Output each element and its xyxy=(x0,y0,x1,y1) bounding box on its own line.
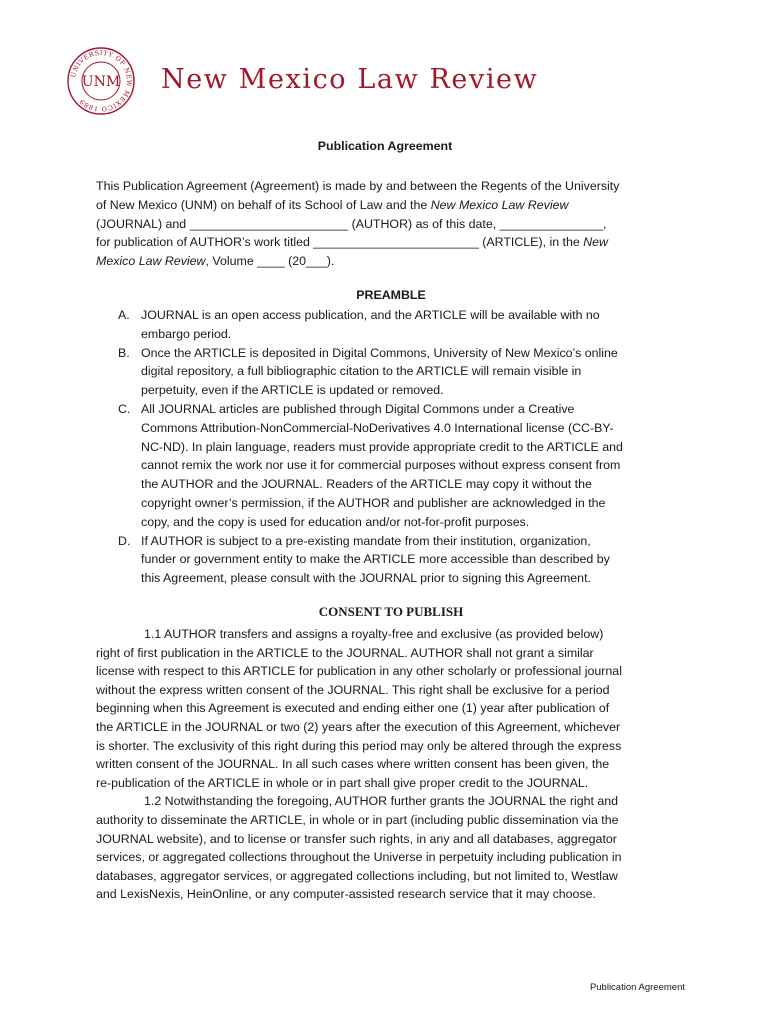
consent-line: without the express written consent of the JOURNAL. This right shall be exclusive for a period xyxy=(96,682,610,697)
consent-line: license with respect to this ARTICLE for publication in any other scholarly or professional journal xyxy=(96,664,622,679)
consent-line: the ARTICLE in the JOURNAL or two (2) years after the execution of this Agreement, whichever xyxy=(96,719,621,734)
preamble-item-line: Once the ARTICLE is deposited in Digital Commons, University of New Mexico’s online xyxy=(141,345,618,360)
consent-line: re-publication of the ARTICLE in whole or in part shall give proper credit to the JOURNAL. xyxy=(96,775,589,790)
preamble-item-line: the AUTHOR and the JOURNAL. Readers of the ARTICLE may copy it without the xyxy=(141,477,592,492)
consent-line: services, or aggregated collections throughout the Universe in perpetuity including publication in xyxy=(96,850,622,865)
consent-body xyxy=(96,625,696,904)
preamble-item xyxy=(96,344,696,400)
preamble-item-line: JOURNAL is an open access publication, and the ARTICLE will be available with no xyxy=(141,308,600,322)
consent-line: authority to disseminate the ARTICLE, in whole or in part (including public dissemination via the xyxy=(96,812,619,827)
intro-line: (JOURNAL) and _______________________ (AUTHOR) as of this date, _______________, xyxy=(96,216,607,231)
preamble-item-line: NC-ND). In plain language, readers must provide appropriate credit to the ARTICLE and xyxy=(141,439,623,454)
consent-line: and LexisNexis, HeinOnline, or any computer-assisted research service that it may choose. xyxy=(96,887,596,902)
consent-line: 1.1 AUTHOR transfers and assigns a royalty-free and exclusive (as provided below) xyxy=(144,627,604,641)
preamble-item-line: funder or government entity to make the ARTICLE more accessible than described by xyxy=(141,552,610,567)
preamble-item-line: digital repository, a full bibliographic citation to the ARTICLE will remain visible in xyxy=(141,364,582,379)
preamble-item-line: Commons Attribution-NonCommercial-NoDerivatives 4.0 International license (CC-BY- xyxy=(141,420,614,435)
intro-line: of New Mexico (UNM) on behalf of its School of Law and the New Mexico Law Review xyxy=(96,197,569,212)
intro-line: Mexico Law Review, Volume ____ (20___). xyxy=(96,254,335,269)
consent-line: beginning when this Agreement is executed and ending either one (1) year after publication of xyxy=(96,701,610,716)
preamble-item xyxy=(96,532,696,588)
journal-name-italic: Mexico Law Review xyxy=(96,254,206,269)
intro-line: This Publication Agreement (Agreement) is made by and between the Regents of the University xyxy=(96,179,620,193)
consent-heading: CONSENT TO PUBLISH xyxy=(318,604,464,619)
preamble-item xyxy=(96,400,696,532)
preamble-item-line: If AUTHOR is subject to a pre-existing mandate from their institution, organization, xyxy=(141,533,591,548)
consent-line: JOURNAL website), and to license or transfer such rights, in any and all databases, aggregator xyxy=(96,831,617,846)
consent-line: databases, aggregator services, or aggregated collections including, but not limited to, Westlaw xyxy=(96,868,618,883)
intro-line: for publication of AUTHOR’s work titled ________________________ (ARTICLE), in the New xyxy=(96,235,608,250)
journal-name-italic: New Mexico Law Review xyxy=(430,197,569,212)
preamble-item-letter: A. xyxy=(118,308,130,322)
document-title: Publication Agreement xyxy=(317,139,453,153)
intro-paragraph xyxy=(96,177,692,271)
consent-line: is shorter. The exclusivity of this right during this period may only be altered through the express xyxy=(96,738,622,753)
consent-line: 1.2 Notwithstanding the foregoing, AUTHOR further grants the JOURNAL the right and xyxy=(144,794,619,809)
preamble-item-line: copyright owner’s permission, if the AUTHOR and publisher are acknowledged in the xyxy=(141,495,606,510)
consent-line: written consent of the JOURNAL. In all such cases where written consent has been given, the xyxy=(96,757,610,772)
preamble-item xyxy=(96,306,696,344)
preamble-item-line: perpetuity, even if the ARTICLE is updated or removed. xyxy=(141,383,444,398)
page-footer: Publication Agreement xyxy=(589,982,685,993)
preamble-item-letter: D. xyxy=(118,533,131,548)
preamble-item-line: All JOURNAL articles are published through Digital Commons under a Creative xyxy=(141,401,575,416)
seal-ring-text: UNIVERSITY OF NEW MEXICO 1889 xyxy=(69,48,134,114)
consent-line: right of first publication in the ARTICLE to the JOURNAL. AUTHOR shall not grant a similar xyxy=(96,645,594,660)
preamble-item-line: copy, and the copy is used for education and/or not-for-profit purposes. xyxy=(141,514,530,529)
unm-seal-logo xyxy=(66,46,136,116)
preamble-item-letter: C. xyxy=(118,401,131,416)
preamble-item-line: cannot remix the work nor use it for commercial purposes without express consent from xyxy=(141,458,621,473)
preamble-list xyxy=(96,306,696,588)
seal-monogram: UNM xyxy=(81,74,121,90)
preamble-item-line: embargo period. xyxy=(141,326,232,341)
journal-masthead: New Mexico Law Review xyxy=(161,64,539,95)
preamble-heading: PREAMBLE xyxy=(356,288,426,302)
preamble-item-letter: B. xyxy=(118,345,130,360)
preamble-item-line: this Agreement, please consult with the JOURNAL prior to signing this Agreement. xyxy=(141,571,591,586)
